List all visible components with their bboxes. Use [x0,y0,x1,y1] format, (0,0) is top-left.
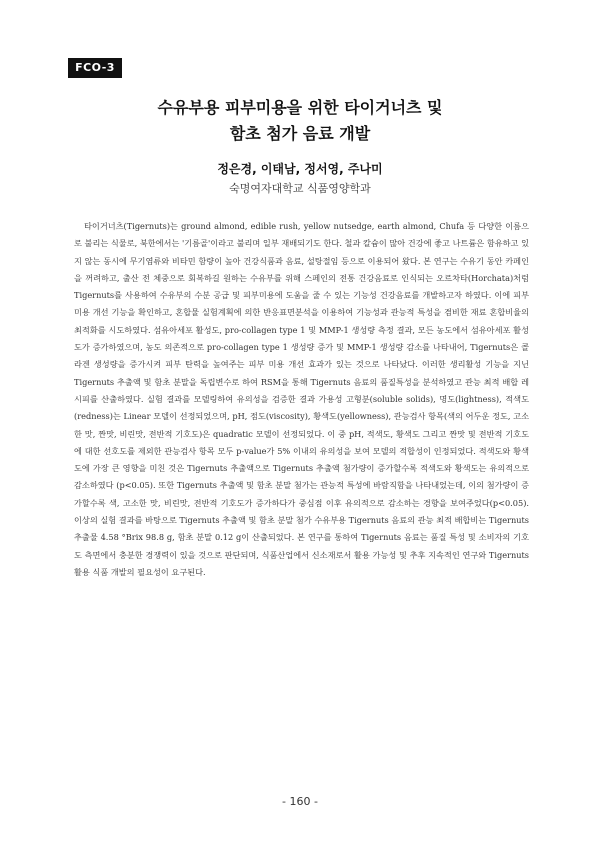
session-badge: FCO-3 [68,58,122,78]
title-line-2: 함초 첨가 음료 개발 [229,124,371,143]
affiliation: 숙명여자대학교 식품영양학과 [229,182,371,195]
abstract-body: 타이거너츠(Tigernuts)는 ground almond, edible rush, yellow nutsedge, earth almond, Chufa 등 다양한 이름으로 불리는 식물로, 북한에서는 '기름골'이라고 불리며 일부 재배되기도 한다. 철과 칼슘이 많아 건강에 좋고 나트륨은 함유하고 있지 않는 동시에 무기염류와 비타민 함량이 높아 건강식품과 음료, 설탕절임 등으로 이용되어 왔다. 본 연구는 수유기 동안 카페인을 꺼려하고, 출산 전 체중으로 회복하길 원하는 수유부를 위해 스페인의 전통 건강음료로 인식되는 오르차타(Horchata)처럼 Tigernuts를 사용하여 수유부의 수분 공급 및 피부미용에 도움을 줄 수 있는 기능성 건강음료를 개발하고자 하였다. 이에 피부 미용 개선 기능을 확인하고, 혼합물 실험계획에 의한 반응표면분석을 이용하여 기능성과 관능적 특성을 겸비한 재료 혼합비율의 최적화를 시도하였다. 섬유아세포 활성도, pro-collagen type 1 및 MMP-1 생성량 측정 결과, 모든 농도에서 섬유아세포 활성도가 증가하였으며, 농도 의존적으로 pro-collagen type 1 생성량 증가 및 MMP-1 생성량 감소를 나타내어, Tigernuts은 콜라겐 생성량을 증가시켜 피부 탄력을 높여주는 피부 미용 개선 효과가 있는 것으로 나타났다. 이러한 생리활성 기능을 지닌 Tigernuts 추출액 및 함초 분말을 독립변수로 하여 RSM을 통해 Tigernuts 음료의 품질특성을 분석하였고 관능 최적 배합 레시피를 산출하였다. 실험 결과를 모델링하여 유의성을 검증한 결과 가용성 고형분(soluble solids), 명도(lightness), 적색도(redness)는 Linear 모델이 선정되었으며, pH, 점도(viscosity), 황색도(yellowness), 관능검사 항목(색의 어두운 정도, 고소한 맛, 짠맛, 비린맛, 전반적 기호도)은 quadratic 모델이 선정되었다. 이 중 pH, 적색도, 황색도 그리고 짠맛 및 전반적 기호도에 대한 선호도를 제외한 관능검사 항목 모두 p-value가 5% 이내의 유의성을 보여 모델의 적합성이 인정되었다. 적색도와 황색도에 가장 큰 영향을 미친 것은 Tigernuts 추출액으로 Tigernuts 추출액 첨가량이 증가할수록 적색도와 황색도는 유의적으로 감소하였다 (p<0.05). 또한 Tigernuts 추출액 및 함초 분말 첨가는 관능적 특성에 바람직함을 나타내었는데, 이의 첨가량이 증가할수록 색, 고소한 맛, 비린맛, 전반적 기호도가 증가하다가 중심점 이후 유의적으로 감소하는 경향을 보여주었다(p<0.05). 이상의 실험 결과를 바탕으로 Tigernuts 추출액 및 함초 분말 첨가 수유부용 Tigernuts 음료의 관능 최적 배합비는 Tigernuts 추출물 4.58 °Brix 98.8 g, 함초 분말 0.12 g이 산출되었다. 본 연구를 통하여 Tigernuts 음료는 품질 특성 및 소비자의 기호도 측면에서 충분한 경쟁력이 있을 것으로 판단되며, 식품산업에서 신소재로서 활용 가능성 및 추후 지속적인 연구와 Tigernuts 활용 식품 개발의 필요성이 요구된다. [74,221,529,577]
title-line-1: 수유부용 피부미용을 위한 타이거너츠 및 [157,98,443,117]
page-number: - 160 - [282,795,318,808]
paper-title [0,95,600,147]
authors: 정은경, 이태남, 정서영, 주나미 [217,162,383,176]
